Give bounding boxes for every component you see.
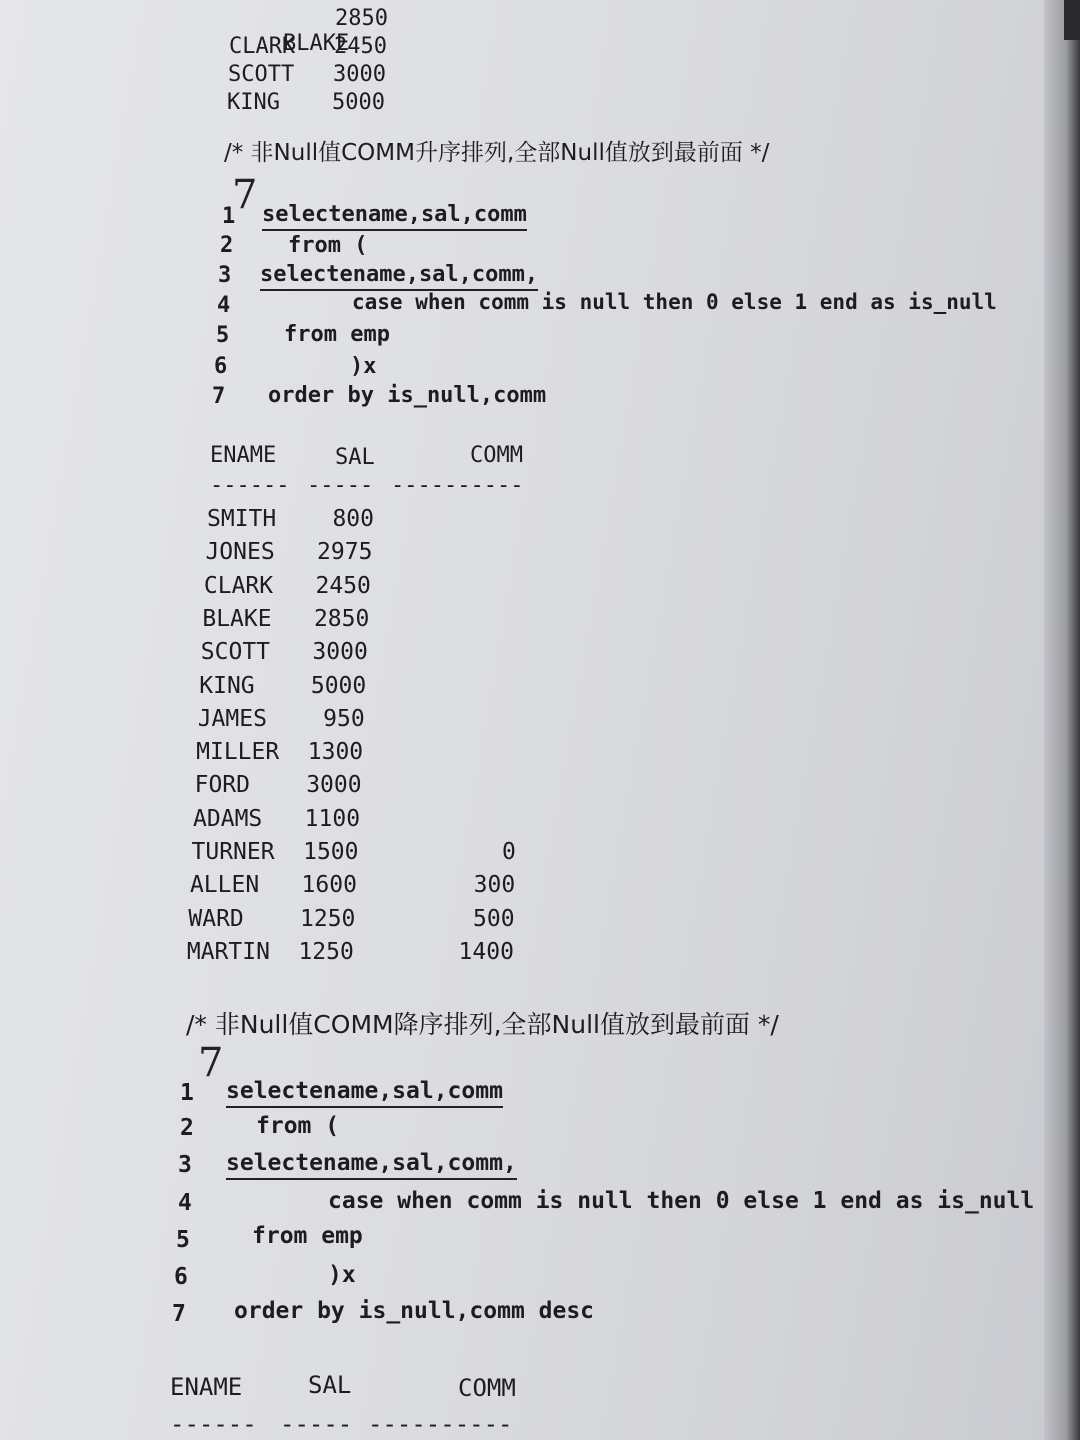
table-cell-sal: 2450 — [315, 572, 371, 599]
table-cell-ename: JAMES — [197, 705, 267, 732]
table-row: SCOTT — [228, 62, 295, 87]
table-cell-ename: WARD — [188, 905, 244, 932]
column-header-comm: COMM — [470, 443, 523, 468]
table-cell-sal: 3000 — [312, 639, 368, 666]
code-line: order by is_null,comm desc — [234, 1298, 595, 1324]
code-line: )x — [328, 1262, 356, 1288]
line-number: 1 — [180, 1080, 194, 1106]
code-line: from ( — [256, 1113, 340, 1139]
column-header-sal: SAL — [335, 445, 375, 470]
line-number: 4 — [217, 293, 231, 318]
table-cell-sal: 800 — [332, 506, 374, 532]
table-cell-sal: 3000 — [306, 772, 362, 799]
table-cell-sal: 1100 — [304, 805, 361, 832]
line-number: 3 — [218, 263, 232, 288]
table-cell-comm: 0 — [501, 839, 516, 865]
column-header-sal: SAL — [308, 1371, 352, 1399]
table-cell-sal: 2450 — [334, 34, 387, 59]
table-cell-sal: 1600 — [301, 872, 357, 899]
code-line: selectename,sal,comm — [262, 202, 527, 231]
table-cell-ename: CLARK — [203, 572, 274, 599]
column-header-ename: ENAME — [170, 1373, 243, 1401]
line-number: 5 — [176, 1227, 190, 1253]
separator: ----- — [307, 473, 374, 498]
table-cell-sal: 2850 — [313, 605, 370, 632]
table-cell-ename: KING — [199, 672, 255, 699]
table-cell-ename: TURNER — [191, 839, 275, 865]
code-line: selectename,sal,comm — [226, 1078, 503, 1108]
table-cell-ename: MILLER — [196, 739, 280, 766]
code-line: selectename,sal,comm, — [260, 262, 538, 291]
line-number: 2 — [220, 233, 234, 258]
code-line: from ( — [288, 233, 368, 258]
table-cell-ename: ADAMS — [193, 805, 263, 832]
table-cell-ename: JONES — [205, 539, 275, 566]
table-cell-sal: 1500 — [303, 839, 359, 865]
page-tab — [1064, 0, 1080, 40]
table-cell-sal: 1250 — [300, 905, 356, 932]
line-number: 6 — [174, 1264, 188, 1290]
section1-comment: /* 非Null值COMM升序排列,全部Null值放到最前面 */ — [224, 140, 770, 166]
table-cell-comm: 500 — [473, 905, 515, 932]
table-cell-ename: MARTIN — [186, 938, 270, 965]
code-line: from emp — [284, 322, 390, 347]
table-cell-ename: ALLEN — [189, 872, 260, 899]
table-row: CLARK — [229, 34, 296, 59]
separator: ------ — [210, 473, 290, 498]
table-cell-sal: 5000 — [310, 672, 367, 699]
line-number: 6 — [214, 354, 228, 379]
line-number: 7 — [172, 1301, 186, 1327]
table-row: BLAKE — [282, 31, 350, 56]
table-cell-ename: FORD — [194, 772, 250, 799]
code-line: )x — [350, 354, 377, 379]
line-number: 2 — [180, 1115, 194, 1141]
handwritten-mark: 7 — [198, 1040, 224, 1086]
table-cell-sal: 2975 — [317, 539, 373, 566]
line-number: 7 — [212, 384, 226, 409]
column-header-ename: ENAME — [210, 443, 277, 468]
table-row: KING — [227, 90, 280, 115]
table-cell-ename: SCOTT — [200, 639, 271, 666]
code-line: order by is_null,comm — [268, 383, 547, 408]
page-edge — [1044, 0, 1080, 1440]
code-line: case when comm is null then 0 else 1 end as is_null — [352, 290, 997, 314]
line-number: 3 — [178, 1152, 192, 1178]
column-header-comm: COMM — [458, 1374, 516, 1402]
table-cell-sal: 5000 — [332, 90, 385, 115]
table-cell-ename: SMITH — [207, 506, 277, 532]
table-cell-comm: 1400 — [458, 938, 514, 965]
line-number: 4 — [178, 1190, 192, 1216]
line-number: 1 — [222, 204, 236, 229]
separator: ----- — [280, 1410, 353, 1438]
separator: ------ — [170, 1410, 257, 1438]
table-cell-sal: 1250 — [298, 938, 354, 965]
line-number: 5 — [216, 323, 230, 348]
table-cell-sal: 950 — [323, 705, 365, 732]
table-cell-sal: 3000 — [333, 62, 386, 87]
handwritten-mark: 7 — [232, 172, 258, 218]
table-cell-sal: 1300 — [307, 739, 364, 766]
separator: ---------- — [391, 473, 524, 498]
section2-comment: /* 非Null值COMM降序排列,全部Null值放到最前面 */ — [186, 1010, 779, 1039]
table-cell-sal: 2850 — [335, 6, 388, 31]
code-line: case when comm is null then 0 else 1 end as is_null — [328, 1188, 1035, 1214]
code-line: from emp — [252, 1223, 363, 1249]
table-cell-ename: BLAKE — [202, 605, 272, 632]
separator: ---------- — [368, 1410, 513, 1438]
code-line: selectename,sal,comm, — [226, 1150, 517, 1180]
table-cell-comm: 300 — [473, 872, 516, 899]
